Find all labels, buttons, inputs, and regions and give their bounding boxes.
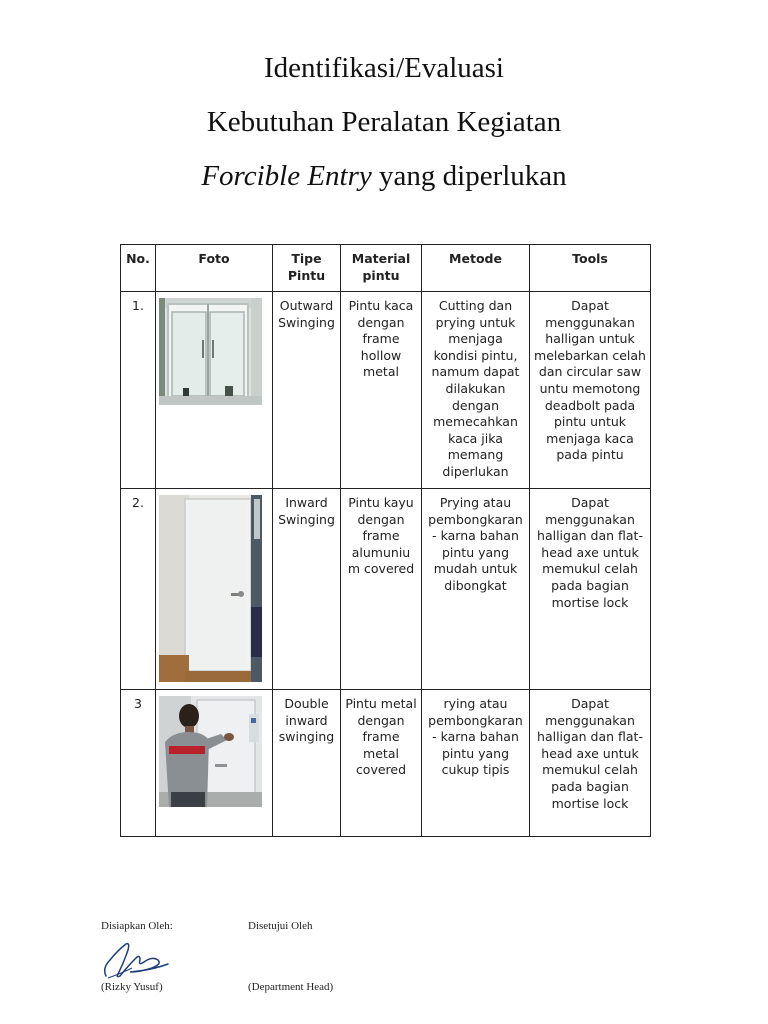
prepared-by-name: (Rizky Yusuf) — [101, 981, 163, 993]
header-material-pintu: Material pintu — [341, 245, 422, 292]
header-foto: Foto — [156, 245, 273, 292]
document-title-line-1: Identifikasi/Evaluasi — [264, 52, 504, 84]
prepared-by-label: Disiapkan Oleh: — [101, 920, 173, 932]
photo-cell — [156, 489, 273, 690]
metal-door-photo — [159, 696, 262, 807]
title-line-3-rest: yang diperlukan — [371, 160, 567, 192]
header-metode: Metode — [422, 245, 530, 292]
entry-tools: Dapat menggunakan halligan untuk melebarkan celah dan circular saw untu memotong deadbolt pada pintu untuk menjaga kaca pada pintu — [530, 292, 651, 489]
evaluation-table — [120, 244, 651, 837]
row-number: 3 — [121, 690, 156, 837]
wooden-door-photo — [159, 495, 262, 682]
door-material: Pintu metal dengan frame metal covered — [341, 690, 422, 837]
document-title-line-2: Kebutuhan Peralatan Kegiatan — [206, 106, 562, 138]
door-material: Pintu kaca dengan frame hollow metal — [341, 292, 422, 489]
header-no: No. — [121, 245, 156, 292]
approved-by-name: (Department Head) — [248, 981, 334, 993]
signature-image — [100, 938, 172, 982]
door-type: Outward Swinging — [273, 292, 341, 489]
row-number: 1. — [121, 292, 156, 489]
photo-cell — [156, 690, 273, 837]
approved-by-label: Disetujui Oleh — [248, 920, 313, 932]
door-type: Double inward swinging — [273, 690, 341, 837]
header-tools: Tools — [530, 245, 651, 292]
table-row — [121, 690, 651, 837]
entry-tools: Dapat menggunakan halligan dan flat-head axe untuk memukul celah pada bagian mortise lock — [530, 690, 651, 837]
door-material: Pintu kayu dengan frame alumuniu m covered — [341, 489, 422, 690]
door-type: Inward Swinging — [273, 489, 341, 690]
entry-tools: Dapat menggunakan halligan dan flat-head axe untuk memukul celah pada bagian mortise lock — [530, 489, 651, 690]
photo-cell — [156, 292, 273, 489]
table-row — [121, 292, 651, 489]
header-tipe-pintu: Tipe Pintu — [273, 245, 341, 292]
glass-door-photo — [159, 298, 262, 405]
entry-method: rying atau pembongkaran - karna bahan pintu yang cukup tipis — [422, 690, 530, 837]
document-title-line-3 — [0, 160, 768, 193]
table-row — [121, 489, 651, 690]
entry-method: Cutting dan prying untuk menjaga kondisi pintu, namum dapat dilakukan dengan memecahkan kaca jika memang diperlukan — [422, 292, 530, 489]
row-number: 2. — [121, 489, 156, 690]
table-header-row — [121, 245, 651, 292]
entry-method: Prying atau pembongkaran - karna bahan pintu yang mudah untuk dibongkat — [422, 489, 530, 690]
title-italic-term: Forcible Entry — [201, 160, 372, 192]
